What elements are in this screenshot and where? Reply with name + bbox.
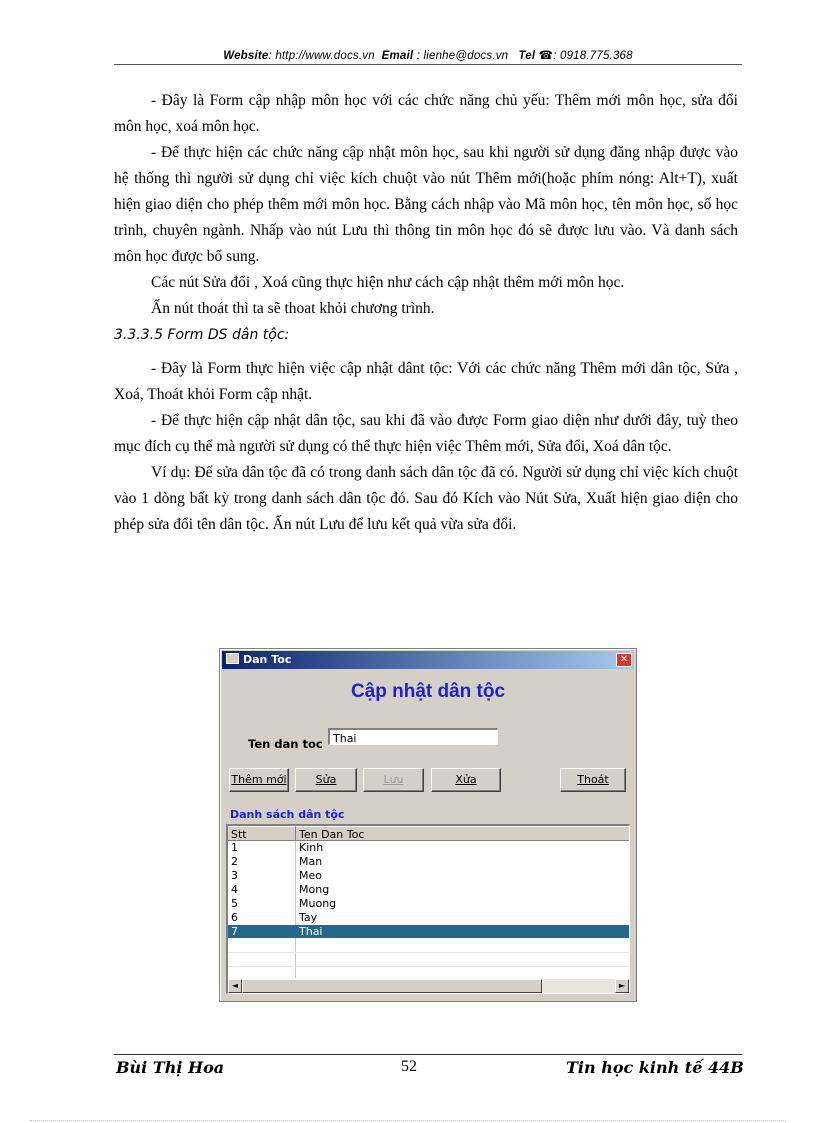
grid-header xyxy=(228,826,629,841)
list-title: Danh sách dân tộc xyxy=(230,808,345,821)
cell-name: Man xyxy=(299,855,323,868)
ethnic-name-label: Ten dan toc xyxy=(248,737,323,751)
ethnic-grid[interactable] xyxy=(226,824,630,994)
paragraph: - Đây là Form thực hiện việc cập nhật dânt tộc: Với các chức năng Thêm mới dân tộc, Sửa , Xoá, Thoát khỏi Form cập nhật. xyxy=(114,360,738,403)
cell-stt: 2 xyxy=(231,855,238,868)
delete-button[interactable] xyxy=(431,768,501,792)
page-number: 52 xyxy=(401,1058,417,1075)
page-header xyxy=(114,48,742,62)
cell-name: Muong xyxy=(299,897,337,910)
cell-stt: 6 xyxy=(231,911,238,924)
table-row[interactable] xyxy=(228,869,629,882)
table-row[interactable] xyxy=(228,911,629,924)
section-heading: 3.3.3.5 Form DS dân tộc: xyxy=(114,327,290,343)
dan-toc-dialog xyxy=(219,648,637,1002)
tel-label: Tel xyxy=(518,50,536,62)
empty-row[interactable] xyxy=(228,939,629,952)
empty-row[interactable] xyxy=(228,953,629,966)
website-label: Website xyxy=(223,50,269,62)
window-title: Dan Toc xyxy=(243,653,292,666)
scroll-thumb[interactable] xyxy=(242,979,542,993)
paragraph: Ấn nút thoát thì ta sẽ thoat khỏi chương trình. xyxy=(151,300,435,317)
window-titlebar[interactable] xyxy=(222,651,634,669)
table-row[interactable] xyxy=(228,897,629,910)
header-divider xyxy=(114,64,742,65)
paragraph: - Để thực hiện các chức năng cập nhật môn học, sau khi người sử dụng đăng nhập được vào hệ thống thì người sử dụng chỉ việc kích chuột vào nút Thêm mới(hoặc phím nóng: Alt+T), xuất hiện giao diện cho phép thêm mới môn học. Bằng cách nhập vào Mã môn học, tên môn học, số học trình, chuyên ngành. Nhấp vào nút Lưu thì thông tin môn học đó sẽ được lưu vào. Và danh sách môn học được bổ sung. xyxy=(114,144,738,265)
column-header-stt[interactable]: Stt xyxy=(228,826,296,841)
cell-stt: 3 xyxy=(231,869,238,882)
cell-stt: 4 xyxy=(231,883,238,896)
cell-name: Thai xyxy=(299,925,323,938)
edit-button[interactable] xyxy=(295,768,357,792)
scroll-left-icon[interactable]: ◄ xyxy=(228,979,242,993)
cell-name: Kinh xyxy=(299,841,324,854)
cell-stt: 5 xyxy=(231,897,238,910)
table-row[interactable] xyxy=(228,925,629,938)
paragraph: - Để thực hiện cập nhật dân tộc, sau khi đã vào được Form giao diện như dưới đây, tuỳ theo mục đích cụ thể mà người sử dụng có thể thực hiện việc Thêm mới, Sửa đổi, Xoá dân tộc. xyxy=(114,412,738,455)
website-value: : http://www.docs.vn xyxy=(268,50,375,62)
email-label: Email xyxy=(381,50,414,62)
cell-stt: 7 xyxy=(231,925,238,938)
cell-stt: 1 xyxy=(231,841,238,854)
table-row[interactable] xyxy=(228,855,629,868)
horizontal-scrollbar[interactable] xyxy=(228,978,629,993)
email-value: : lienhe@docs.vn xyxy=(416,50,509,62)
add-button[interactable] xyxy=(229,768,289,792)
page-bottom-border xyxy=(30,1120,786,1121)
paragraph: Các nút Sửa đổi , Xoá cũng thực hiện như cách cập nhật thêm mới môn học. xyxy=(151,274,625,291)
form-title: Cập nhật dân tộc xyxy=(350,681,506,702)
app-window-icon xyxy=(226,653,239,664)
tel-value: : 0918.775.368 xyxy=(553,50,633,62)
save-button[interactable] xyxy=(363,768,424,792)
exit-button[interactable] xyxy=(560,768,626,792)
footer-divider xyxy=(114,1054,742,1055)
save-button-label: Lưu xyxy=(383,773,404,786)
paragraph: - Đây là Form cập nhập môn học với các chức năng chủ yếu: Thêm mới môn học, sửa đổi môn học, xoá môn học. xyxy=(114,92,738,135)
cell-name: Mong xyxy=(299,883,330,896)
cell-name: Tay xyxy=(299,911,318,924)
edit-button-label: Sửa xyxy=(315,773,337,786)
document-body xyxy=(114,88,738,538)
close-icon[interactable]: ✕ xyxy=(616,653,632,667)
ethnic-name-input[interactable]: Thai xyxy=(328,728,498,745)
add-button-label: Thêm mới xyxy=(231,773,287,786)
exit-button-label: Thoát xyxy=(577,773,609,786)
cell-name: Meo xyxy=(299,869,322,882)
footer-course: Tin học kinh tế 44B xyxy=(566,1058,744,1077)
table-row[interactable] xyxy=(228,841,629,854)
column-header-name[interactable]: Ten Dan Toc xyxy=(296,826,630,841)
scroll-right-icon[interactable]: ► xyxy=(615,979,629,993)
footer-author: Bùi Thị Hoa xyxy=(116,1058,225,1077)
phone-icon: ☎ xyxy=(538,50,554,62)
paragraph: Ví dụ: Để sửa dân tộc đã có trong danh sách dân tộc đã có. Người sử dụng chỉ việc kích chuột vào 1 dòng bất kỳ trong danh sách dân tộc đó. Sau đó Kích vào Nút Sửa, Xuất hiện giao diện cho phép sửa đổi tên dân tộc. Ấn nút Lưu để lưu kết quả vừa sửa đổi. xyxy=(114,464,738,533)
table-row[interactable] xyxy=(228,883,629,896)
delete-button-label: Xửa xyxy=(455,773,477,786)
